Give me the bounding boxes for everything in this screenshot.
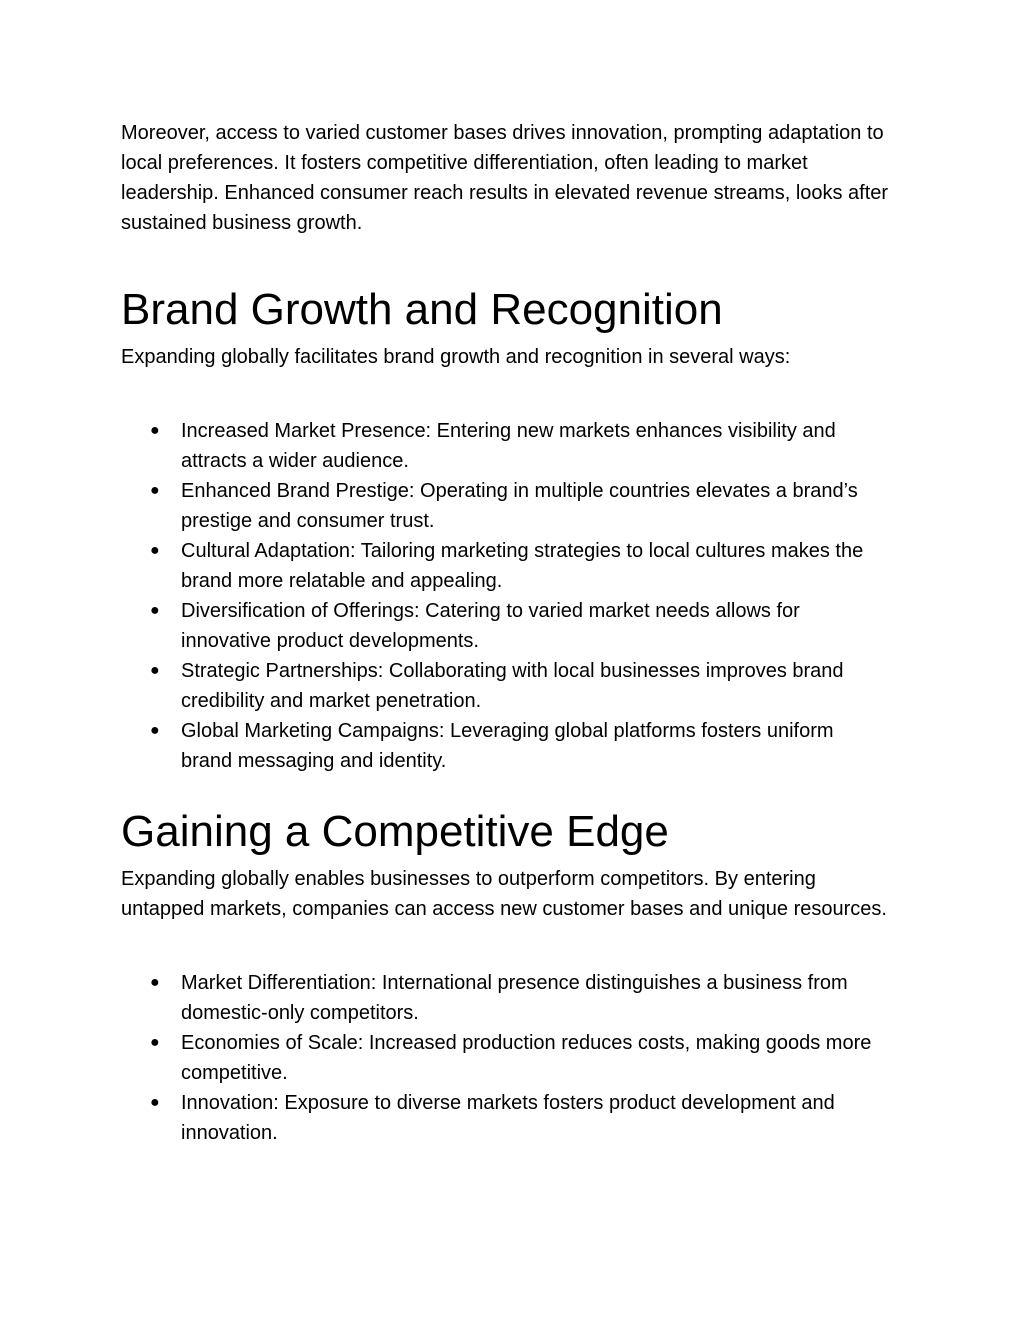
bullet-icon: ● (150, 542, 160, 559)
bullet-icon: ● (150, 602, 160, 619)
document-page (121, 118, 911, 1148)
list-item-text: Economies of Scale: Increased production reduces costs, making goods more competitive. (181, 1032, 872, 1084)
bullet-icon: ● (150, 662, 160, 679)
list-item-text: Innovation: Exposure to diverse markets fosters product development and innovation. (181, 1092, 835, 1144)
competitive-edge-heading: Gaining a Competitive Edge (121, 807, 669, 856)
bullet-icon: ● (150, 1034, 160, 1051)
brand-growth-list (150, 416, 880, 776)
list-item-text: Cultural Adaptation: Tailoring marketing strategies to local cultures makes the brand more relatable and appealing. (181, 540, 864, 592)
list-item (150, 1028, 880, 1088)
list-item (150, 656, 880, 716)
list-item (150, 1088, 880, 1148)
list-item (150, 596, 880, 656)
bullet-icon: ● (150, 974, 160, 991)
list-item-text: Market Differentiation: International presence distinguishes a business from domestic-only competitors. (181, 972, 848, 1024)
bullet-icon: ● (150, 1094, 160, 1111)
list-item (150, 416, 880, 476)
list-item-text: Increased Market Presence: Entering new markets enhances visibility and attracts a wider audience. (181, 420, 836, 472)
bullet-icon: ● (150, 722, 160, 739)
list-item (150, 476, 880, 536)
list-item-text: Enhanced Brand Prestige: Operating in multiple countries elevates a brand’s prestige and consumer trust. (181, 480, 858, 532)
list-item-text: Diversification of Offerings: Catering to varied market needs allows for innovative product developments. (181, 600, 800, 652)
competitive-edge-list (150, 968, 880, 1148)
bullet-icon: ● (150, 482, 160, 499)
list-item-text: Global Marketing Campaigns: Leveraging global platforms fosters uniform brand messaging and identity. (181, 720, 834, 772)
list-item (150, 536, 880, 596)
competitive-edge-intro: Expanding globally enables businesses to outperform competitors. By entering untapped markets, companies can access new customer bases and unique resources. (121, 868, 887, 920)
intro-paragraph: Moreover, access to varied customer bases drives innovation, prompting adaptation to local preferences. It fosters competitive differentiation, often leading to market leadership. Enhanced consumer reach results in elevated revenue streams, looks after sustained business growth. (121, 122, 889, 234)
list-item (150, 716, 880, 776)
list-item-text: Strategic Partnerships: Collaborating with local businesses improves brand credibility and market penetration. (181, 660, 844, 712)
bullet-icon: ● (150, 422, 160, 439)
brand-growth-intro: Expanding globally facilitates brand growth and recognition in several ways: (121, 346, 791, 368)
brand-growth-heading: Brand Growth and Recognition (121, 285, 723, 334)
list-item (150, 968, 880, 1028)
